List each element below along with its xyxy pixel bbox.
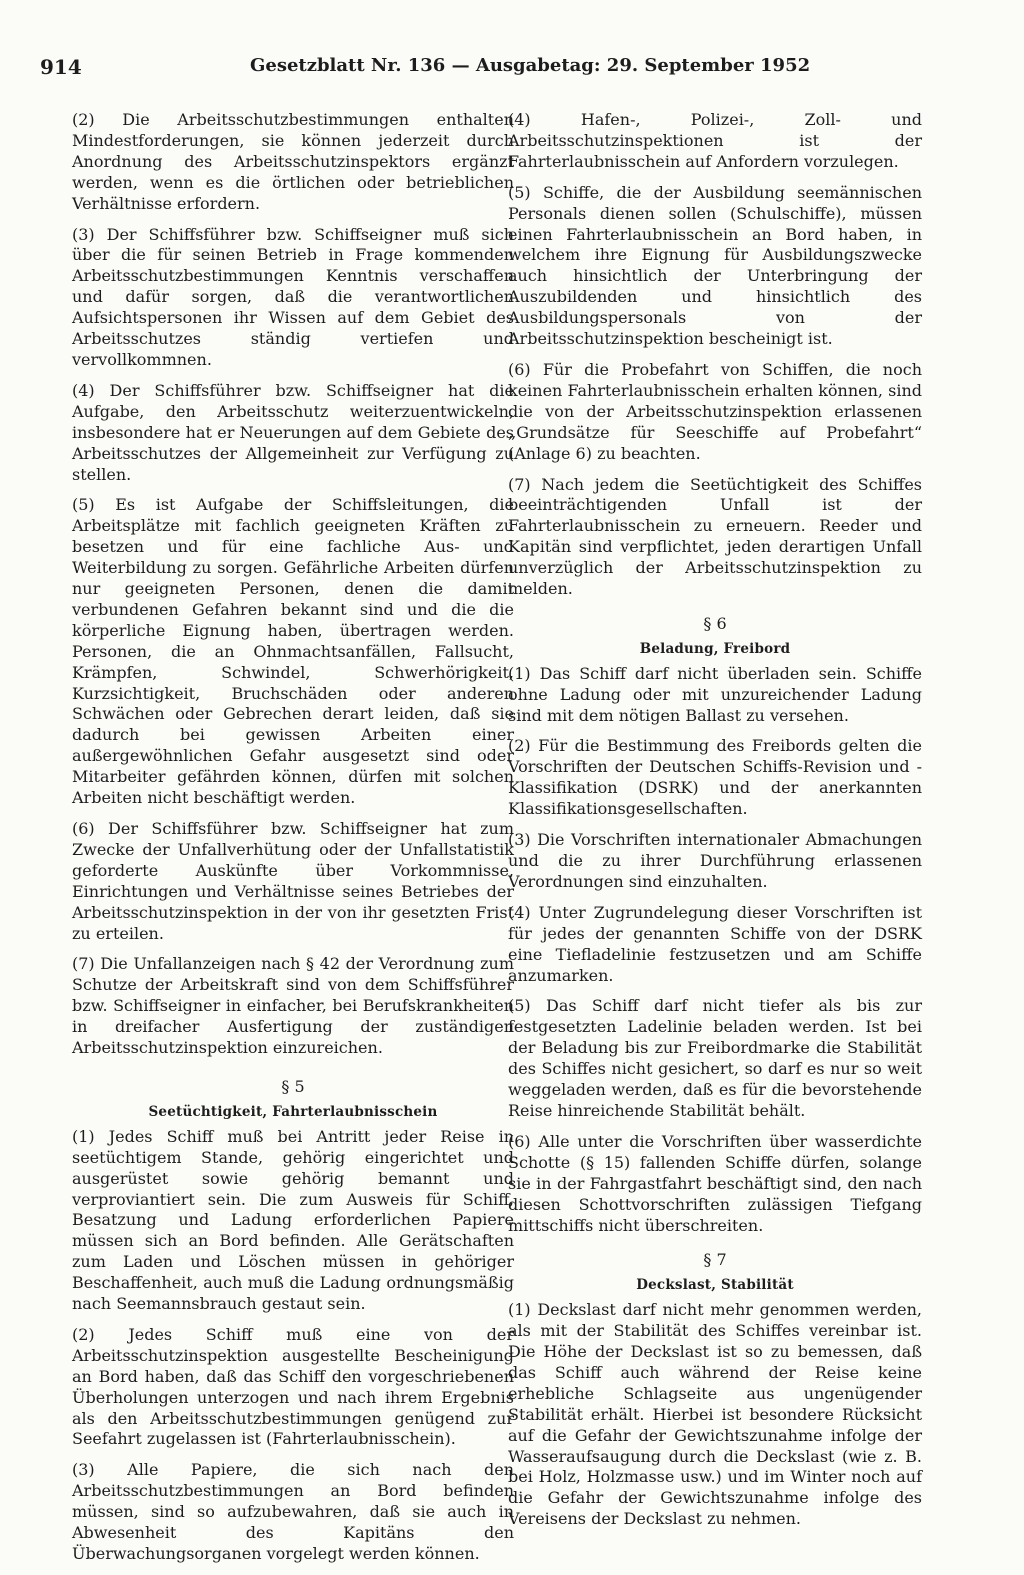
section-number: § 5 (281, 1076, 305, 1096)
left-column (72, 110, 514, 1575)
paragraph: (4) Unter Zugrundelegung dieser Vorschriften ist für jedes der genannten Schiffe von der DSRK eine Tiefladelinie festzusetzen und am Schiffe anzumarken. (508, 902, 922, 985)
paragraph: (1) Jedes Schiff muß bei Antritt jeder Reise in seetüchtigem Stande, gehörig eingerichtet und ausgerüstet sowie gehörig bemannt und verproviantiert sein. Die zum Ausweis für Schiff, Besatzung und Ladung erforderlichen Papiere müssen sich an Bord befinden. Alle Gerätschaften zum Laden und Löschen müssen in gehöriger Beschaffenheit, auch muß die Ladung ordnungsmäßig nach Seemannsbrauch gestaut sein. (72, 1126, 514, 1314)
paragraph: (4) Hafen-, Polizei-, Zoll- und Arbeitsschutzinspektionen ist der Fahrterlaubnisschein auf Anfordern vorzulegen. (508, 110, 922, 171)
paragraph: (5) Es ist Aufgabe der Schiffsleitungen, die Arbeitsplätze mit fachlich geeigneten Kräften zu besetzen und für eine fachliche Aus- und Weiterbildung zu sorgen. Gefährliche Arbeiten dürfen nur geeigneten Personen, denen die damit verbundenen Gefahren bekannt sind und die die körperliche Eignung haben, übertragen werden. Personen, die an Ohnmachtsanfällen, Fallsucht, Krämpfen, Schwindel, Schwerhörigkeit, Kurzsichtigkeit, Bruchschäden oder anderen Schwächen oder Gebrechen derart leiden, daß sie dadurch bei gewissen Arbeiten einer außergewöhnlichen Gefahr ausgesetzt sind oder Mitarbeiter gefährden können, dürfen mit solchen Arbeiten nicht beschäftigt werden. (72, 495, 514, 808)
paragraph: (2) Die Arbeitsschutzbestimmungen enthalten Mindestforderungen, sie können jederzeit durch Anordnung des Arbeitsschutzinspektors ergänzt werden, wenn es die örtlichen oder betrieblichen Verhältnisse erfordern. (72, 110, 514, 213)
page-header (40, 55, 984, 85)
right-column (508, 110, 922, 1540)
paragraph: (3) Der Schiffsführer bzw. Schiffseigner muß sich über die für seinen Betrieb in Frage kommenden Arbeitsschutzbestimmungen Kenntnis verschaffen und dafür sorgen, daß die verantwortlichen Aufsichtspersonen ihr Wissen auf dem Gebiet des Arbeitsschutzes ständig vertiefen und vervollkommnen. (72, 224, 514, 369)
page-number: 914 (40, 55, 82, 79)
paragraph: (6) Alle unter die Vorschriften über wasserdichte Schotte (§ 15) fallenden Schiffe dürfen, solange sie in der Fahrgastfahrt beschäftigt sind, den nach diesen Schottvorschriften zulässigen Tiefgang mittschiffs nicht überschreiten. (508, 1131, 922, 1235)
paragraph: (7) Die Unfallanzeigen nach § 42 der Verordnung zum Schutze der Arbeitskraft sind von dem Schiffsführer bzw. Schiffseigner in einfacher, bei Berufskrankheiten in dreifacher Ausfertigung der zuständigen Arbeitsschutzinspektion einzureichen. (72, 954, 514, 1058)
paragraph: (6) Der Schiffsführer bzw. Schiffseigner hat zum Zwecke der Unfallverhütung oder der Unfallstatistik geforderte Auskünfte über Vorkommnisse, Einrichtungen und Verhältnisse seines Betriebes der Arbeitsschutzinspektion in der von ihr gesetzten Frist zu erteilen. (72, 819, 514, 943)
gazette-header-title: Gesetzblatt Nr. 136 — Ausgabetag: 29. September 1952 (250, 55, 811, 76)
paragraph: (3) Alle Papiere, die sich nach den Arbeitsschutzbestimmungen an Bord befinden müssen, sind so aufzubewahren, daß sie auch in Abwesenheit des Kapitäns den Überwachungsorganen vorgelegt werden können. (72, 1460, 514, 1563)
paragraph: (7) Nach jedem die Seetüchtigkeit des Schiffes beeinträchtigenden Unfall ist der Fahrterlaubnisschein zu erneuern. Reeder und Kapitän sind verpflichtet, jeden derartigen Unfall unverzüglich der Arbeitsschutzinspektion zu melden. (508, 474, 922, 599)
section-number: § 7 (703, 1250, 727, 1270)
paragraph: (5) Schiffe, die der Ausbildung seemännischen Personals dienen sollen (Schulschiffe), müssen einen Fahrterlaubnisschein an Bord haben, in welchem ihre Eignung für Ausbildungszwecke auch hinsichtlich der Unterbringung der Auszubildenden und hinsichtlich des Ausbildungspersonals von der Arbeitsschutzinspektion bescheinigt ist. (508, 182, 922, 349)
paragraph: (1) Das Schiff darf nicht überladen sein. Schiffe ohne Ladung oder mit unzureichender Ladung sind mit dem nötigen Ballast zu versehen. (508, 663, 922, 725)
paragraph: (1) Deckslast darf nicht mehr genommen werden, als mit der Stabilität des Schiffes vereinbar ist. Die Höhe der Deckslast ist so zu bemessen, daß das Schiff auch während der Reise keine erhebliche Schlagseite aus ungenügender Stabilität erhält. Hierbei ist besondere Rücksicht auf die Gefahr der Gewichtszunahme infolge der Wasseraufsaugung durch die Deckslast (wie z. B. bei Holz, Holzmasse usw.) und im Winter noch auf die Gefahr der Gewichtszunahme infolge des Vereisens der Deckslast zu nehmen. (508, 1300, 922, 1529)
paragraph: (2) Jedes Schiff muß eine von der Arbeitsschutzinspektion ausgestellte Bescheinigung an Bord haben, daß das Schiff den vorgeschriebenen Überholungen unterzogen und nach ihrem Ergebnis als den Arbeitsschutzbestimmungen genügend zur Seefahrt zugelassen ist (Fahrterlaubnisschein). (72, 1324, 514, 1449)
paragraph: (5) Das Schiff darf nicht tiefer als bis zur festgesetzten Ladelinie beladen werden. Ist bei der Beladung bis zur Freibordmarke die Stabilität des Schiffes nicht gesichert, so darf es nur so weit weggeladen werden, daß es für die bevorstehende Reise hinreichende Stabilität behält. (508, 996, 922, 1120)
section-title: Beladung, Freibord (639, 640, 791, 657)
section-title: Seetüchtigkeit, Fahrterlaubnisschein (148, 1103, 438, 1120)
paragraph: (3) Die Vorschriften internationaler Abmachungen und die zu ihrer Durchführung erlassenen Verordnungen sind einzuhalten. (508, 830, 922, 891)
paragraph: (6) Für die Probefahrt von Schiffen, die noch keinen Fahrterlaubnisschein erhalten können, sind die von der Arbeitsschutzinspektion erlassenen „Grundsätze für Seeschiffe auf Probefahrt“ (Anlage 6) zu beachten. (508, 359, 922, 463)
section-title: Deckslast, Stabilität (636, 1277, 794, 1294)
section-number: § 6 (703, 613, 727, 633)
paragraph: (2) Für die Bestimmung des Freibords gelten die Vorschriften der Deutschen Schiffs-Revision und -Klassifikation (DSRK) und der anerkannten Klassifikationsgesellschaften. (508, 736, 922, 819)
paragraph: (4) Der Schiffsführer bzw. Schiffseigner hat die Aufgabe, den Arbeitsschutz weiterzuentwickeln, insbesondere hat er Neuerungen auf dem Gebiete des Arbeitsschutzes der Allgemeinheit zur Verfügung zu stellen. (72, 380, 514, 484)
